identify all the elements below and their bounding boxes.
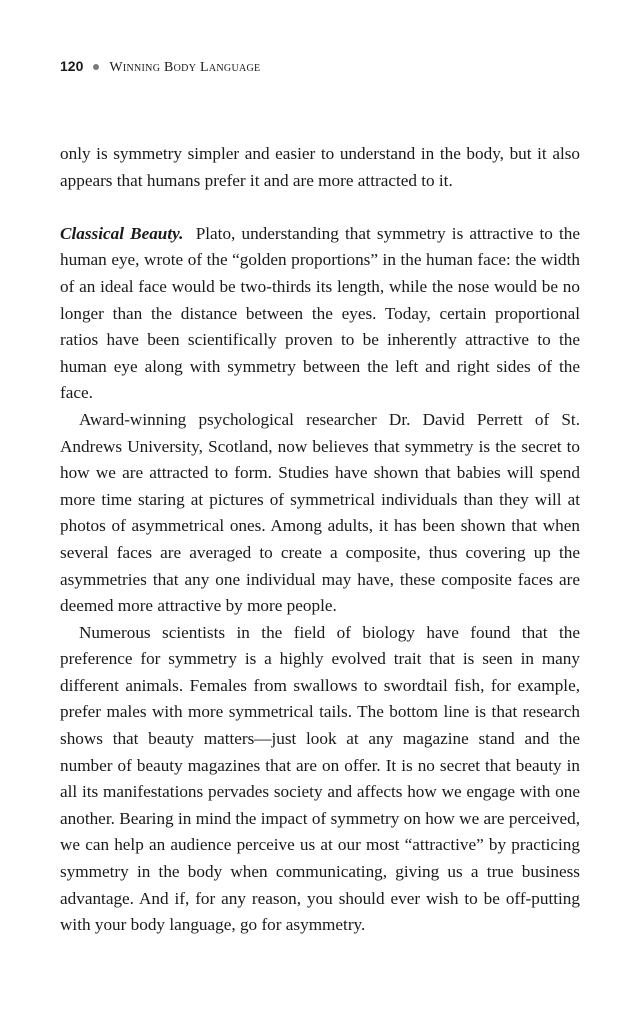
continued-paragraph: only is symmetry simpler and easier to understand in the body, but it also appears that humans prefer it and are more attracted to it. [60,144,580,190]
section-paragraph [60,221,580,407]
section-paragraph-text: Plato, understanding that symmetry is attractive to the human eye, wrote of the “golden proportions” in the human face: the width of an ideal face would be two-thirds its length, while the nose would be no longer than the distance between the eyes. Today, certain proportional ratios have been scientifically proven to be inherently attractive to the human eye along with symmetry between the left and right sides of the face. [60,223,580,403]
bullet-separator-icon [93,64,99,70]
book-title: Winning Body Language [109,60,261,75]
page-number: 120 [60,58,84,74]
paragraph-scientists: Numerous scientists in the field of biology have found that the preference for symmetry is a highly evolved trait that is seen in many different animals. Females from swallows to swordtail fish, for example, prefer males with more symmetrical tails. The bottom line is that research shows that beauty matters—just look at any magazine stand and the number of beauty magazines that are on offer. It is no secret that beauty in all its manifestations pervades society and affects how we engage with one another. Bearing in mind the impact of symmetry on how we are perceived, we can help an audience perceive us at our most “attractive” by practicing symmetry in the body when communicating, giving us a true business advantage. And if, for any reason, you should ever wish to be off-putting with your body language, go for asymmetry. [60,622,580,935]
section-heading: Classical Beauty. [60,223,184,243]
paragraph-perrett: Award-winning psychological researcher Dr. David Perrett of St. Andrews University, Scotland, now believes that symmetry is the secret to how we are attracted to form. Studies have shown that babies will spend more time staring at pictures of symmetrical individuals than they will at photos of asymmetrical ones. Among adults, it has been shown that when several faces are averaged to create a composite, thus covering up the asymmetries that any one individual may have, these composite faces are deemed more attractive by more people. [60,409,580,616]
running-head [60,57,260,77]
body-text [60,141,580,939]
